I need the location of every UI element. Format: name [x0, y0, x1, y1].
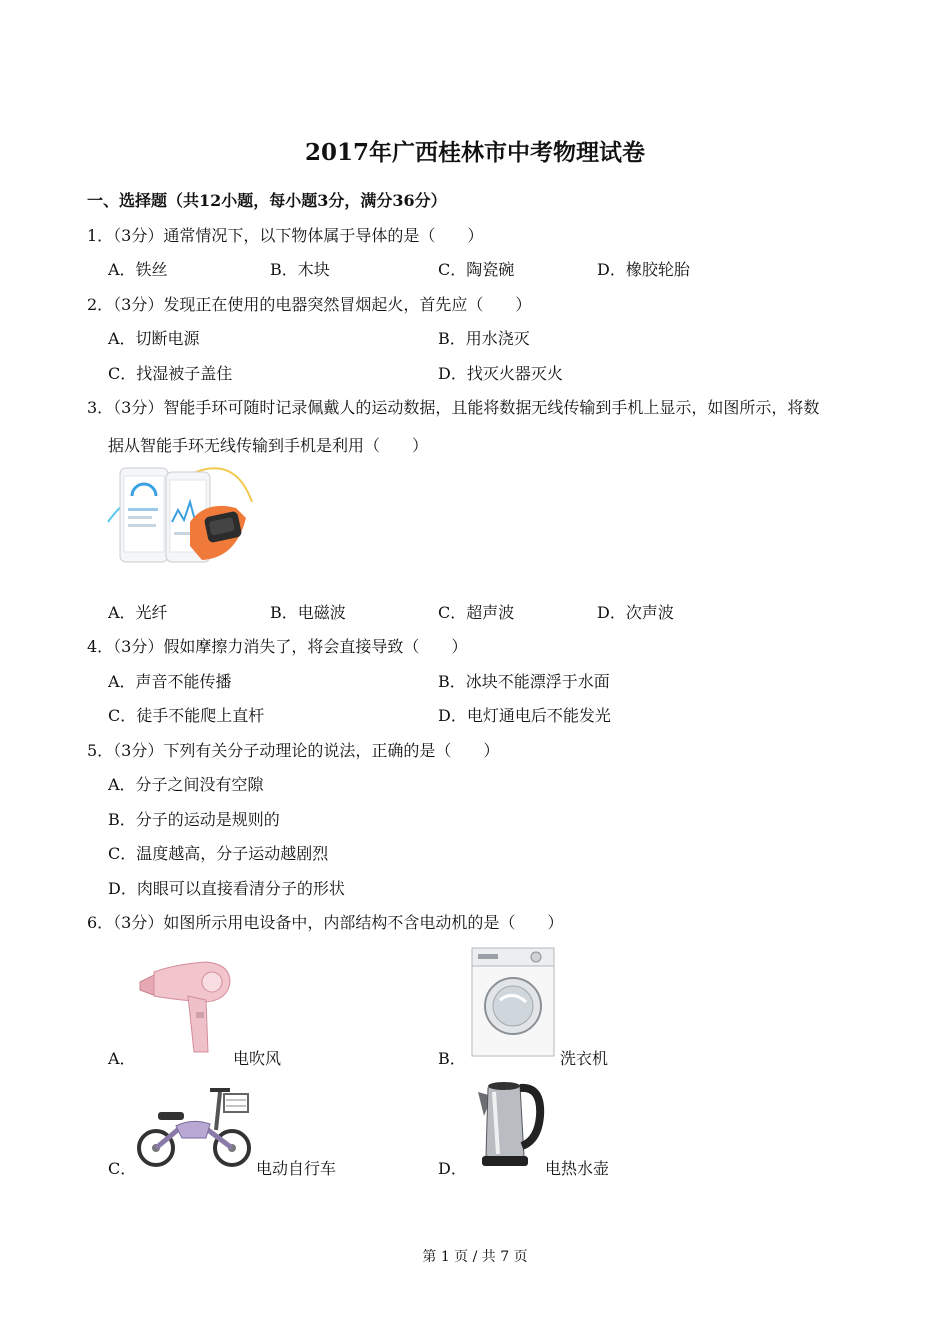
q2-option-a: A．切断电源: [108, 329, 200, 348]
question-6-stem: 6．（3分）如图所示用电设备中，内部结构不含电动机的是（ ）: [87, 913, 564, 932]
page-footer: 第 1 页 / 共 7 页: [422, 1249, 528, 1265]
q5-option-b: B．分子的运动是规则的: [108, 810, 280, 829]
question-5-stem: 5．（3分）下列有关分子动理论的说法，正确的是（ ）: [87, 741, 500, 760]
q4-option-c: C．徒手不能爬上直杆: [108, 706, 265, 725]
q5-option-a: A．分子之间没有空隙: [108, 775, 264, 794]
page-title: 2017年广西桂林市中考物理试卷: [304, 139, 645, 166]
question-3-stem-line2: 据从智能手环无线传输到手机是利用（ ）: [108, 436, 429, 455]
q4-option-b: B．冰块不能漂浮于水面: [438, 672, 610, 691]
q4-option-d: D．电灯通电后不能发光: [438, 706, 611, 725]
q2-option-b: B．用水浇灭: [438, 329, 530, 348]
electric-kettle-image: [470, 1076, 546, 1170]
q3-option-a: A．光纤: [108, 603, 168, 622]
q4-option-a: A．声音不能传播: [108, 672, 232, 691]
q1-option-a: A．铁丝: [108, 260, 168, 279]
q1-option-c: C．陶瓷碗: [438, 260, 515, 279]
q1-option-b: B．木块: [270, 260, 330, 279]
q2-option-c: C．找湿被子盖住: [108, 364, 233, 383]
washing-machine-image: [470, 946, 556, 1058]
question-1-stem: 1．（3分）通常情况下，以下物体属于导体的是（ ）: [87, 226, 484, 245]
question-2-stem: 2．（3分）发现正在使用的电器突然冒烟起火，首先应（ ）: [87, 295, 532, 314]
q6-option-d-letter: D．: [438, 1159, 467, 1178]
q6-option-c-label: 电动自行车: [256, 1159, 337, 1178]
q3-option-c: C．超声波: [438, 603, 515, 622]
q5-option-d: D．肉眼可以直接看清分子的形状: [108, 879, 345, 898]
q6-option-a-label: 电吹风: [233, 1049, 282, 1068]
q6-option-c-letter: C．: [108, 1159, 137, 1178]
q2-option-d: D．找灭火器灭火: [438, 364, 563, 383]
q1-option-d: D．橡胶轮胎: [597, 260, 690, 279]
question-4-stem: 4．（3分）假如摩擦力消失了，将会直接导致（ ）: [87, 637, 468, 656]
electric-bicycle-image: [136, 1078, 254, 1170]
q6-option-b-letter: B．: [438, 1049, 466, 1068]
section-heading: 一、选择题（共12小题，每小题3分，满分36分）: [87, 191, 447, 210]
smart-band-phone-image: [106, 462, 254, 566]
hair-dryer-image: [136, 952, 234, 1056]
q6-option-d-label: 电热水壶: [545, 1159, 610, 1178]
q6-option-a-letter: A．: [108, 1049, 136, 1068]
q6-option-b-label: 洗衣机: [560, 1049, 609, 1068]
q3-option-b: B．电磁波: [270, 603, 346, 622]
q5-option-c: C．温度越高，分子运动越剧烈: [108, 844, 329, 863]
question-3-stem-line1: 3．（3分）智能手环可随时记录佩戴人的运动数据，且能将数据无线传输到手机上显示，如图所示，将数: [87, 398, 820, 417]
q3-option-d: D．次声波: [597, 603, 674, 622]
